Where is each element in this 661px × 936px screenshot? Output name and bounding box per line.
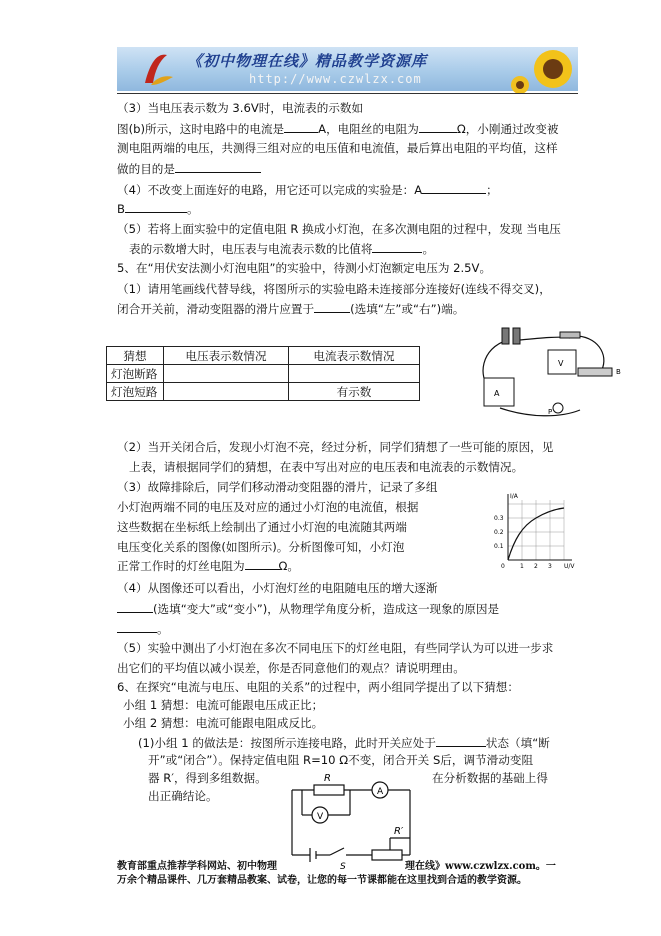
q3-line4: 做的目的是 (117, 160, 261, 177)
p5-s4b: (选填“变大”或“变小”)，从物理学角度分析，造成这一现象的原因是 (117, 600, 499, 617)
p5-s3b: 小灯泡两端不同的电压及对应的通过小灯泡的电流值，根据 (117, 500, 419, 514)
voltmeter-icon: V (317, 812, 324, 822)
p6-s1e: 在分析数据的基础上得 (432, 771, 548, 785)
x-axis-label: U/V (564, 563, 575, 570)
p5-s4c: 。 (117, 620, 169, 637)
q5-line1: （5）若将上面实验中的定值电阻 R 换成小灯泡，在多次测电阻的过程中，发现 当电压 (117, 222, 561, 236)
x-tick: 2 (534, 563, 538, 570)
site-title: 《初中物理在线》精品教学资源库 (187, 52, 428, 70)
answer-blank[interactable] (422, 181, 486, 194)
answer-blank[interactable] (284, 120, 318, 133)
sunflower-icon (508, 47, 578, 91)
p6-intro: 6、在探究“电流与电压、电阻的关系”的过程中，两小组同学提出了以下猜想： (117, 680, 519, 694)
p5-s3d: 电压变化关系的图像(如图所示)。分析图像可知，小灯泡 (117, 540, 405, 554)
svg-text:B: B (616, 368, 621, 376)
table-row (107, 383, 420, 401)
svg-text:P: P (548, 408, 553, 416)
x-tick: 3 (548, 563, 552, 570)
q4-line1: （4）不改变上面连好的电路，用它还可以完成的实验是：A ； (117, 183, 498, 197)
answer-blank[interactable] (419, 120, 457, 133)
answer-blank[interactable] (117, 620, 157, 633)
q3-line1: （3）当电压表示数为 3.6V时，电流表的示数如 (117, 101, 364, 115)
p6-s1c: 开”或“闭合”）。保持定值电阻 R=10 Ω不变，闭合开关 S后，调节滑动变阻 (148, 753, 534, 767)
p5-s3c: 这些数据在坐标纸上绘制出了通过小灯泡的电流随其两端 (117, 520, 407, 534)
p5-s1b: 闭合开关前，滑动变阻器的滑片应置于 (选填“左”或“右”)端。 (117, 302, 465, 316)
table-cell[interactable] (289, 365, 420, 383)
p5-s5b: 出它们的平均值以减小误差，你是否同意他们的观点？请说明理由。 (117, 661, 465, 675)
p5-s3a: （3）故障排除后，同学们移动滑动变阻器的滑片，记录了多组 (117, 480, 438, 494)
answer-blank[interactable] (245, 557, 279, 570)
p5-s5a: （5）实验中测出了小灯泡在多次不同电压下的灯丝电阻，有些同学认为可以进一步求 (117, 641, 554, 655)
p5-s3e: 正常工作时的灯丝电阻为 Ω。 (117, 559, 300, 573)
table-cell[interactable] (164, 365, 289, 383)
footer-line1: 教育部重点推荐学科网站、初中物理 理在线》www.czwlzx.com。一 (117, 861, 556, 872)
ammeter-icon: A (377, 787, 384, 797)
p5-s1a: （1）请用笔画线代替导线，将图所示的实验电路未连接部分连接好(连线不得交叉)， (117, 282, 551, 296)
table-cell: 有示数 (289, 383, 420, 401)
x-tick: 0 (501, 563, 505, 570)
q5-line2: 表的示数增大时，电压表与电流表示数的比值将 。 (129, 242, 435, 256)
logo-icon (137, 49, 177, 89)
apparatus-figure (470, 318, 620, 428)
iu-graph (492, 490, 578, 570)
y-tick: 0.2 (494, 529, 504, 536)
y-axis-label: I/A (510, 493, 518, 500)
svg-text:A: A (494, 389, 500, 398)
p6-s1d: 器 R′，得到多组数据。 (148, 771, 267, 785)
table-cell: 灯泡断路 (107, 365, 164, 383)
table-header-cell: 猜想 (107, 347, 164, 365)
p6-g1: 小组 1 猜想：电流可能跟电压成正比； (123, 698, 324, 712)
p6-s1f: 出正确结论。 (148, 789, 218, 803)
guess-table (106, 346, 420, 401)
answer-blank[interactable] (125, 200, 187, 213)
svg-text:V: V (558, 359, 564, 368)
table-header-cell: 电流表示数情况 (289, 347, 420, 365)
q3-line2: 图(b)所示，这时电路中的电流是 A，电阻丝的电阻为 Ω，小刚通过改变被 (117, 122, 559, 136)
answer-blank[interactable] (372, 240, 422, 253)
p5-s2a: （2）当开关闭合后，发现小灯泡不亮，经过分析，同学们猜想了一些可能的原因，见 (117, 440, 554, 454)
y-tick: 0.1 (494, 543, 504, 550)
answer-blank[interactable] (314, 300, 350, 313)
p6-g2: 小组 2 猜想：电流可能跟电阻成反比。 (123, 716, 324, 730)
site-url[interactable]: http://www.czwlzx.com (249, 72, 422, 86)
answer-blank[interactable] (117, 600, 153, 613)
x-tick: 1 (520, 563, 524, 570)
q3-line3: 测电阻两端的电压，共测得三组对应的电压值和电流值，最后算出电阻的平均值，这样 (117, 141, 558, 155)
switch-label: S (340, 862, 346, 872)
y-tick: 0.3 (494, 515, 504, 522)
header-divider (117, 93, 578, 94)
table-header-row (107, 347, 420, 365)
p6-s1a: (1)小组 1 的做法是：按图所示连接电路，此时开关应处于 状态（填“断 (138, 736, 550, 750)
answer-blank[interactable] (175, 160, 261, 173)
q4-line2: B 。 (117, 202, 199, 216)
answer-blank[interactable] (436, 734, 486, 747)
table-row (107, 365, 420, 383)
p5-s4a: （4）从图像还可以看出，小灯泡灯丝的电阻随电压的增大逐渐 (117, 581, 438, 595)
circuit-diagram (280, 770, 420, 870)
header-banner (117, 47, 578, 91)
resistor-label: R (324, 773, 331, 784)
p5-s2b: 上表，请根据同学们的猜想，在表中写出对应的电压表和电流表的示数情况。 (129, 460, 524, 474)
table-cell[interactable] (164, 383, 289, 401)
p5-intro: 5、在“用伏安法测小灯泡电阻”的实验中，待测小灯泡额定电压为 2.5V。 (117, 261, 492, 275)
table-header-cell: 电压表示数情况 (164, 347, 289, 365)
footer-line2: 万余个精品课件、几万套精品教案、试卷，让您的每一节课都能在这里找到合适的教学资源。 (117, 875, 527, 886)
rheostat-label: R′ (394, 826, 404, 837)
table-cell: 灯泡短路 (107, 383, 164, 401)
